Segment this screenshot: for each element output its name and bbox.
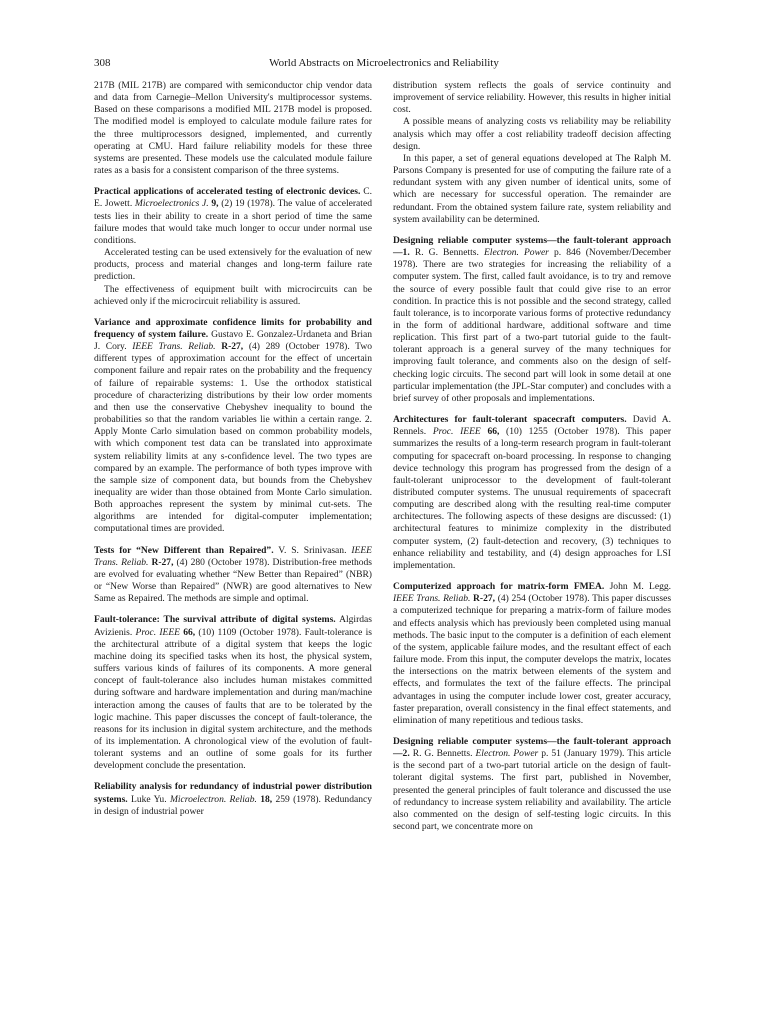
abstract-title: Reliability analysis for redundancy of industrial power distribution systems.: [94, 781, 372, 805]
abstract-paragraph: Accelerated testing can be used extensively for the evaluation of new products, process and material changes and long-term failure rate prediction.: [94, 247, 372, 283]
journal-volume: 18,: [260, 793, 273, 805]
abstract-author: R. G. Bennetts.: [412, 748, 473, 760]
abstract-body: Distribution-free methods are evolved for evaluating whether “New Better than Repaired” (NBR) or “New Worse than Repaired” (NWR) are good alternatives to New Same as Repaired. The methods are simple and optimal.: [94, 556, 373, 605]
journal-citation: p. 846 (November/December 1978).: [393, 247, 672, 271]
abstract-entry: [94, 545, 372, 606]
abstract-author: C. E. Jowett.: [94, 186, 372, 210]
abstract-entry: [393, 235, 671, 405]
abstract-entry: [393, 736, 671, 833]
page-number: 308: [94, 57, 111, 69]
abstract-entry: [393, 581, 671, 727]
journal-name: IEEE Trans. Reliab.: [132, 341, 216, 353]
abstract-entry: [94, 317, 372, 536]
abstract-entry: [393, 414, 671, 572]
abstract-author: Gustavo E. Gonzalez-Urdaneta and Brian J. Cory.: [94, 328, 372, 353]
abstract-author: David A. Rennels.: [393, 414, 671, 438]
abstract-body: Redundancy in design of industrial power: [94, 793, 372, 817]
journal-citation: (4) 280 (October 1978).: [176, 556, 270, 568]
abstract-title: Architectures for fault-tolerant spacecraft computers.: [393, 414, 627, 426]
abstract-paragraph: A possible means of analyzing costs vs reliability may be reliability analysis which may offer a cost reliability tradeoff decision affecting design.: [393, 116, 671, 152]
abstract-author: R. G. Bennetts.: [414, 247, 479, 259]
journal-volume: R-27,: [221, 341, 244, 353]
journal-name: Proc. IEEE: [135, 626, 181, 638]
abstract-continuation: distribution system reflects the goals of service continuity and improvement of service reliability. However, this results in higher initial cost.: [393, 80, 671, 116]
journal-volume: 66,: [487, 426, 500, 438]
abstract-title: Designing reliable computer systems—the fault-tolerant approach—2.: [393, 735, 671, 760]
journal-name: Electron. Power: [483, 247, 549, 259]
abstract-title: Designing reliable computer systems—the fault-tolerant approach—1.: [393, 234, 671, 259]
abstract-body: This paper summarizes the results of a long-term research program in fault-tolerant computing for spacecraft on-board processing. In response to changing device technology this program has progressed from the design of a fault-tolerant uniprocessor to the development of fault-tolerant distributed computer systems. The unusual requirements of spacecraft computing are described along with the resulting real-time computer architectures. The following aspects of these designs are discussed: (1) architectural features to minimize complexity in the distributed computer system, (2) fault-detection and recovery, (3) techniques to enhance reliability and testability, and (4) design approaches for LSI implementation.: [393, 426, 671, 571]
journal-name: IEEE Trans. Reliab.: [393, 593, 471, 605]
running-title: World Abstracts on Microelectronics and Reliability: [269, 57, 499, 69]
abstract-entry: [94, 614, 372, 772]
journal-volume: R-27,: [151, 556, 174, 568]
abstract-continuation: 217B (MIL 217B) are compared with semiconductor chip vendor data and data from Carnegie–Mellon University's multiprocessor systems. Based on these comparisons a modified MIL 217B model is proposed. The modified model is employed to calculate module failure rates for the three multiprocessors designed, implemented, and currently operating at CMU. Hard failure reliability models for these three systems are presented. These models use the calculated module failure rates as a basis for a consistent comparison of the three systems.: [94, 80, 372, 177]
abstract-title: Computerized approach for matrix-form FMEA.: [393, 581, 605, 593]
abstract-body: The value of accelerated tests lies in their ability to create in a short period of time the same failure modes that would take much longer to occur under normal use conditions.: [94, 198, 372, 246]
journal-citation: 259 (1978).: [275, 793, 321, 805]
abstract-entry: [94, 781, 372, 817]
left-column: [94, 80, 372, 818]
abstract-paragraph: The effectiveness of equipment built with microcircuits can be achieved only if the microcircuit reliability is assured.: [94, 283, 372, 307]
journal-citation: (4) 254 (October 1978).: [497, 593, 590, 605]
abstract-author: John M. Legg.: [609, 581, 672, 593]
abstract-title: Fault-tolerance: The survival attribute of digital systems.: [94, 614, 336, 626]
abstract-title: Variance and approximate confidence limits for probability and frequency of system failure.: [94, 316, 372, 340]
journal-volume: 66,: [183, 626, 196, 638]
abstract-author: Algirdas Avizienis.: [94, 614, 372, 638]
abstract-body: This paper discusses a computerized technique for preparing a matrix-form of failure modes and effects analysis which has previously been completed using manual methods. The basic input to the computer is a definition of each element of the system, applicable failure modes, and the resultant effect of each failure mode. From this input, the computer develops the matrix, locates the intersections on the matrix between elements of the system and effects, and formulates the text of the failure effects. The principal advantages in using the computer include lower cost, greater accuracy, faster preparation, overall consistency in the final effect statements, and elimination of many repetitious and tedious tasks.: [393, 593, 672, 726]
abstract-entry: [94, 186, 372, 247]
abstract-author: V. S. Srinivasan.: [278, 544, 347, 556]
journal-name: IEEE Trans. Reliab.: [94, 544, 372, 568]
abstract-paragraph: In this paper, a set of general equations developed at The Ralph M. Parsons Company is presented for use of computing the failure rate of a redundant system with any given number of identical units, some of which are necessary for successful operation. The remainder are redundant. From the obtained system failure rate, system reliability and system availability can be determined.: [393, 152, 671, 225]
journal-citation: (2) 19 (1978).: [221, 198, 276, 210]
abstract-body: There are two strategies for increasing the reliability of a computer system. The first, called fault avoidance, is to try and remove the source of every possible fault that could give rise to an error condition. In practice this is not possible and the second strategy, called fault tolerance, is to incorporate various forms of protective redundancy in the form of additional hardware, additional software and time replication. This first part of a two-part tutorial guide to the fault-tolerant approach is a general survey of the many techniques for improving fault tolerance, and comments also on the design of self-checking logic circuits. The second part will look in some detail at one particular implementation (the JPL-Star computer) and concludes with a brief survey of other proposals and implementations.: [393, 259, 671, 404]
journal-citation: p. 51 (January 1979).: [541, 748, 625, 760]
journal-name: Microelectronics J.: [134, 198, 209, 210]
journal-citation: (10) 1255 (October 1978).: [506, 426, 620, 438]
journal-volume: 9,: [211, 198, 219, 210]
journal-citation: (10) 1109 (October 1978).: [198, 626, 302, 638]
journal-name: Proc. IEEE: [432, 426, 481, 438]
journal-name: Microelectron. Reliab.: [169, 793, 257, 805]
journal-citation: (4) 289 (October 1978).: [248, 341, 350, 353]
abstract-title: Tests for “New Different than Repaired”.: [94, 544, 274, 556]
abstract-body: Two different types of approximation account for the effect of uncertain component failure and repair rates on the probability and the frequency of failure of repairable systems: 1. Use the orthodox statistical procedure of characterizing distributions by their low order moments and then use the conservative Chebyshev inequality to bound the probabilities so that the random variables lie within a certain range. 2. Apply Monte Carlo simulation based on common probability models, with which component test data can be translated into approximate system reliability limits at any s-confidence level. The two types are compared by an example. The performance of both types improve with the sample size of component data, but bounds from the Chebyshev inequality are wider than those obtained from Monte Carlo simulation. Both approaches represent the system by minimal cut-sets. The algorithms are intended for digital-computer implementation; computational times are provided.: [94, 341, 373, 535]
journal-name: Electron. Power: [475, 748, 539, 760]
abstract-author: Luke Yu.: [131, 793, 167, 805]
abstract-title: Practical applications of accelerated testing of electronic devices.: [94, 186, 361, 198]
abstract-body: Fault-tolerance is the architectural attribute of a digital system that keeps the logic machine doing its specified tasks when its host, the physical system, suffers various kinds of failures of its components. A more general concept of fault-tolerance also includes human mistakes committed during software and hardware implementation and during man/machine interaction among the causes of faults that are to be tolerated by the logic machine. This paper discusses the concept of fault-tolerance, the reasons for its inclusion in digital system architecture, and the methods of its implementation. A chronological view of the evolution of fault-tolerant systems and an outline of some goals for its further development conclude the presentation.: [94, 626, 372, 772]
right-column: [393, 80, 671, 833]
abstract-body: This article is the second part of a two-part tutorial article on the design of fault-tolerant digital systems. The first part, published in November, presented the general principles of fault tolerance and discussed the use of redundancy to increase system reliability and availability. The article also commented on the design of self-testing logic circuits. In this second part, we concentrate more on: [393, 748, 672, 833]
journal-volume: R-27,: [473, 593, 496, 605]
